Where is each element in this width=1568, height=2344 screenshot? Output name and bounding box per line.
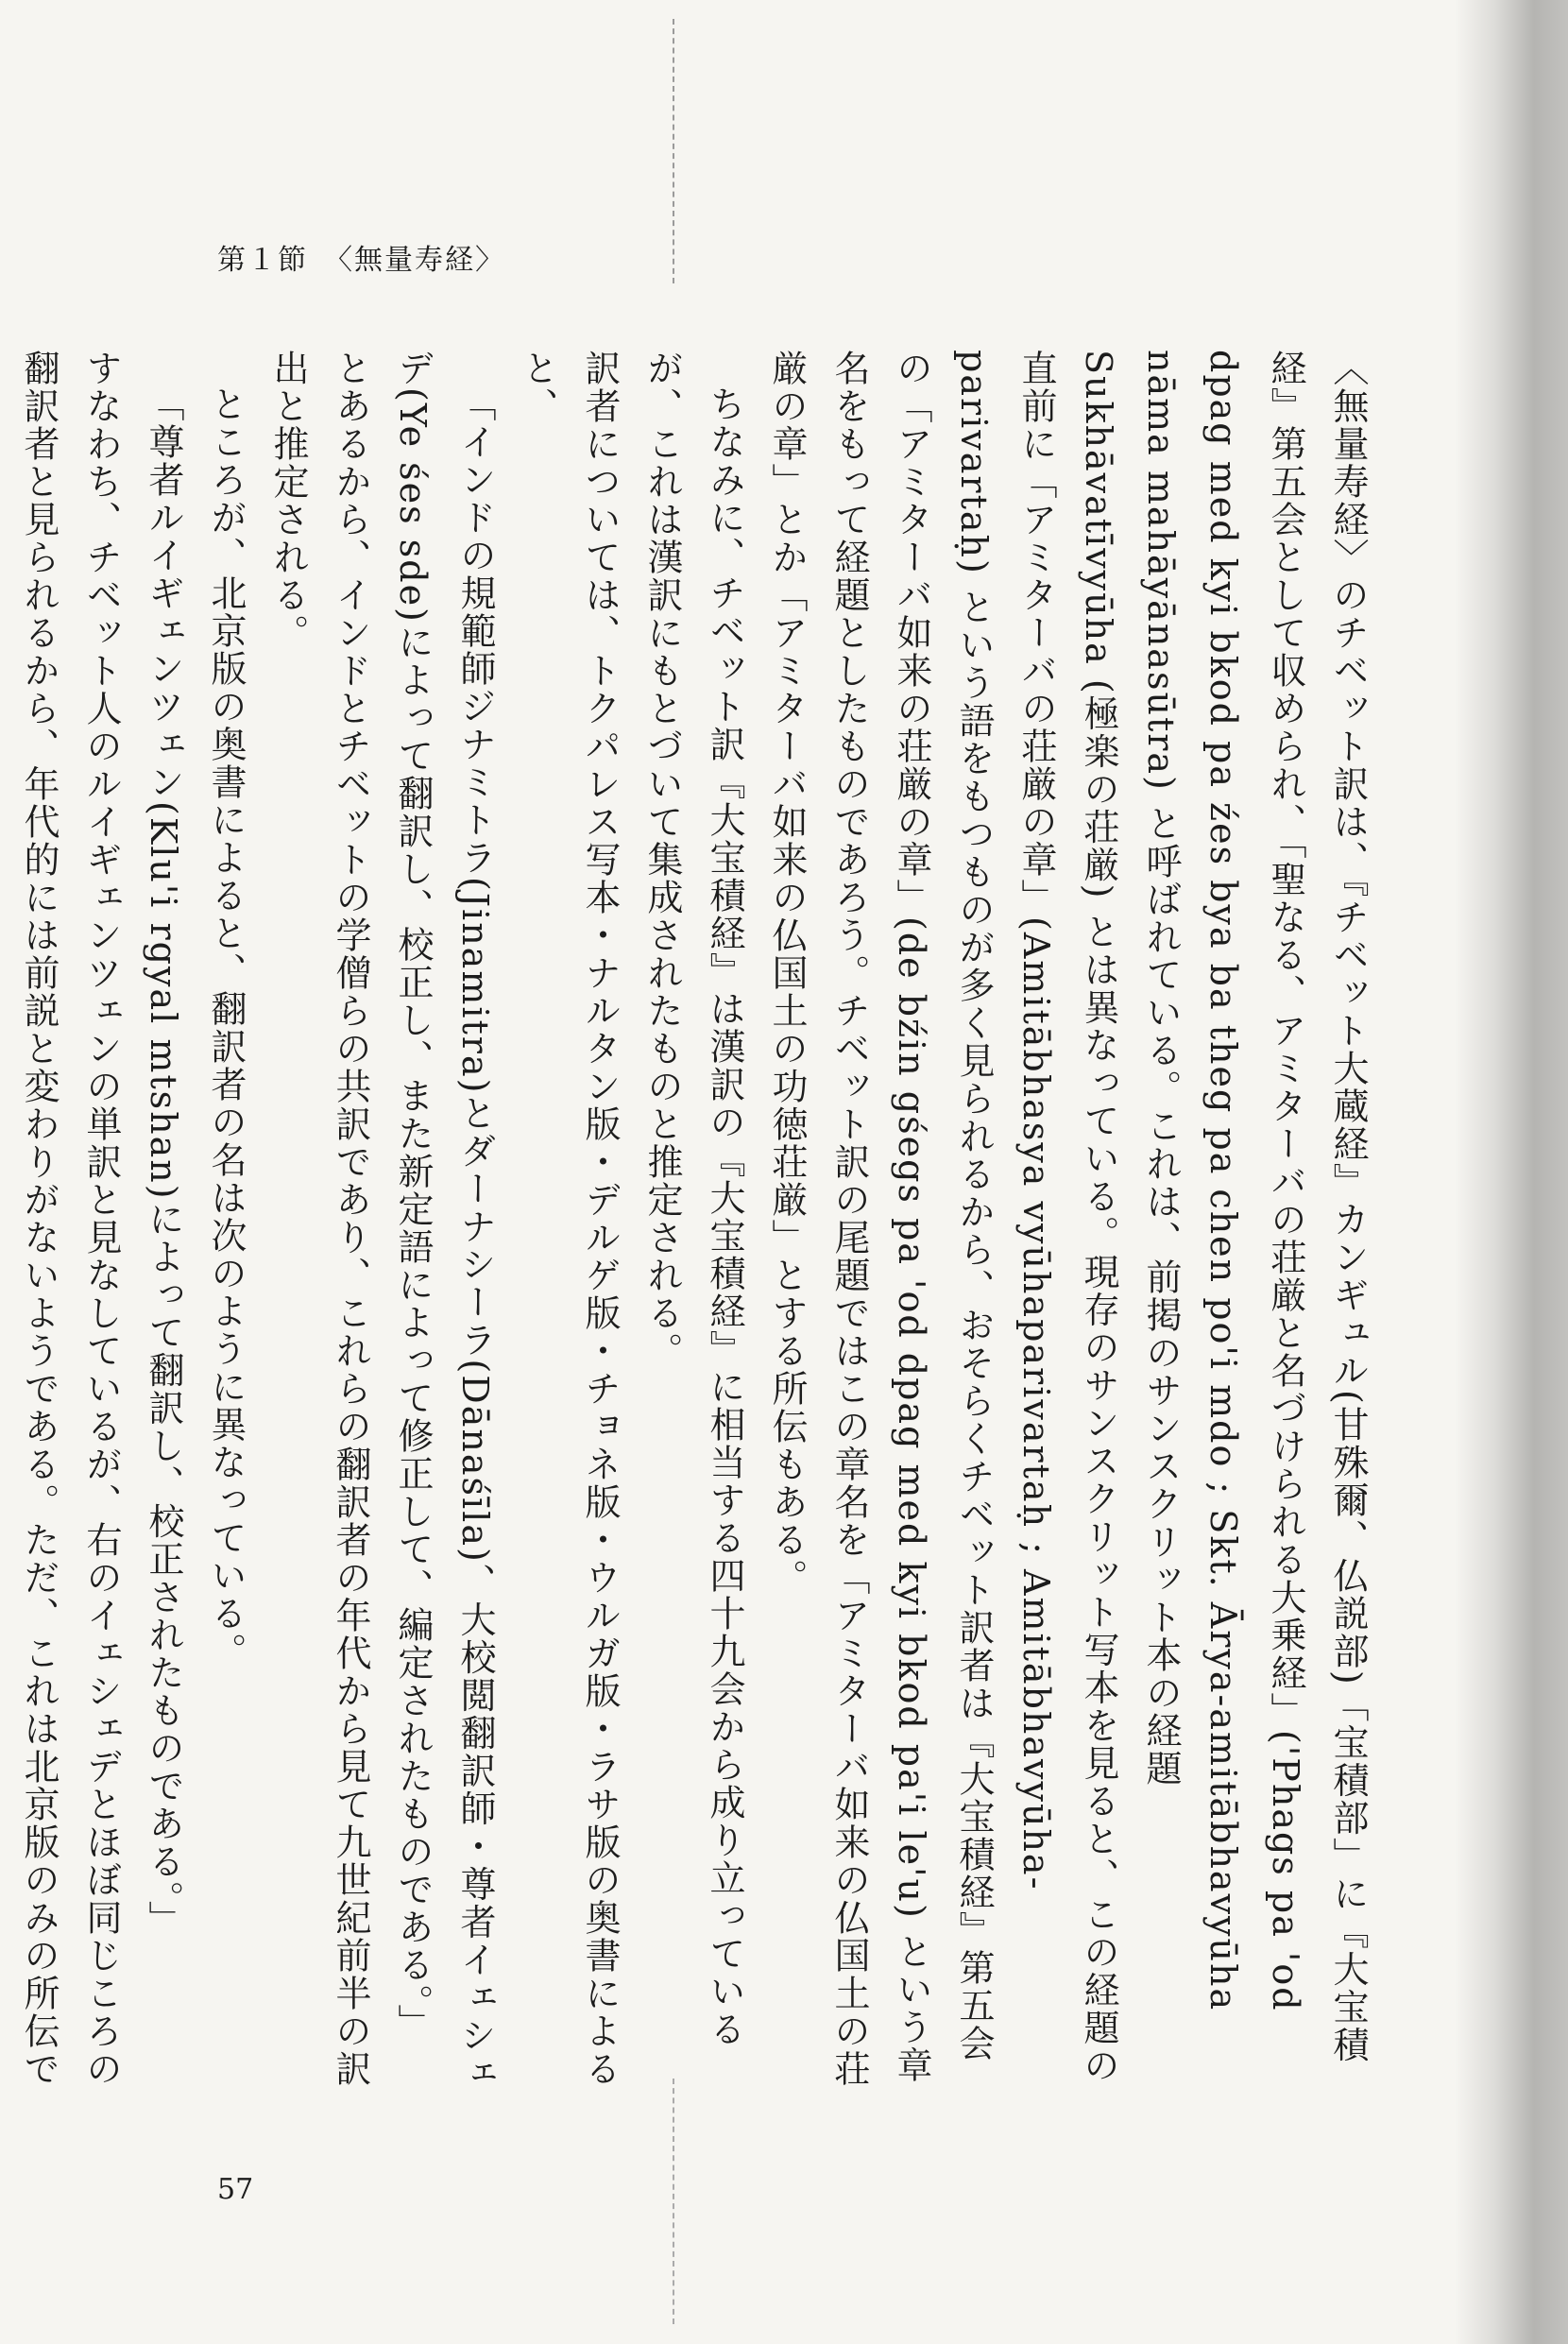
paragraph-5: ところが、北京版の奥書によると、翻訳者の名は次のように異なっている。 bbox=[205, 385, 247, 1670]
paragraph-6: すなわち、チベット人のルイギェンツェンの単訳と見なしているが、右のイェシェデとほぼ同じころの翻訳者と見られるから、年代的には前説と変わりがないようである。ただ、これは北京版のみの所伝で bbox=[18, 350, 122, 2088]
paragraph-1: 〈無量寿経〉のチベット訳は、『チベット大蔵経』カンギュル(甘殊爾、仏説部)「宝積部」に『大宝積経』第五会として収められ、「聖なる、アミターバの荘厳と名づけられる大乗経」('Phags pa 'od dpag med kyi bkod pa źes bya ba theg pa chen po'i mdo ; Skt. Ārya-amitābhavyūha nāma mahāyānasūtra) と呼ばれている。これは、前掲のサンスクリット本の経題 Sukhāvatīvyūha (極楽の荘厳) とは異なっている。現存のサンスクリット写本を見ると、この経題の直前に「アミターバの荘厳の章」(Amitābhasya vyūhaparivartaḥ ; Amitābhavyūha-parivartaḥ) という語をもつものが多く見られるから、おそらくチベット訳者は『大宝積経』第五会の「アミターバ如来の荘厳の章」(de bźin gśegs pa 'od dpag med kyi bkod pa'i le'u) という章名をもって経題としたものであろう。チベット訳の尾題ではこの章名を「アミターバ如来の仏国土の荘厳の章」とか「アミターバ如来の仏国土の功徳荘厳」とする所伝もある。 bbox=[766, 350, 1369, 2088]
fold-line-bottom bbox=[673, 2079, 674, 2324]
paragraph-4: とあるから、インドとチベットの学僧らの共訳であり、これらの翻訳者の年代から見て九世紀前半の訳出と推定される。 bbox=[267, 350, 371, 2088]
page-edge-shadow bbox=[1455, 0, 1568, 2344]
quotation-1: 「インドの規範師ジナミトラ(Jinamitra)とダーナシーラ(Dānaśīla)、大校閲翻訳師・尊者イェシェデ(Ye śes sde)によって翻訳し、校正し、また新定語によって修正して、編定されたものである。」 bbox=[392, 350, 496, 2093]
paragraph-2: ちなみに、チベット訳『大宝積経』は漢訳の『大宝積経』に相当する四十九会から成り立っているが、これは漢訳にもとづいて集成されたものと推定される。 bbox=[641, 350, 745, 2048]
quotation-2: 「尊者ルイギェンツェン(Klu'i rgyal mtshan)によって翻訳し、校正されたものである。」 bbox=[143, 385, 184, 1939]
fold-line-top bbox=[673, 19, 674, 283]
paragraph-3: 訳者については、トクパレス写本・ナルタン版・デルゲ版・チョネ版・ウルガ版・ラサ版の奥書によると、 bbox=[517, 350, 621, 2088]
body-text bbox=[18, 350, 1379, 2097]
page-number: 57 bbox=[217, 2173, 254, 2206]
running-head: 第１節 〈無量寿経〉 bbox=[217, 244, 505, 277]
